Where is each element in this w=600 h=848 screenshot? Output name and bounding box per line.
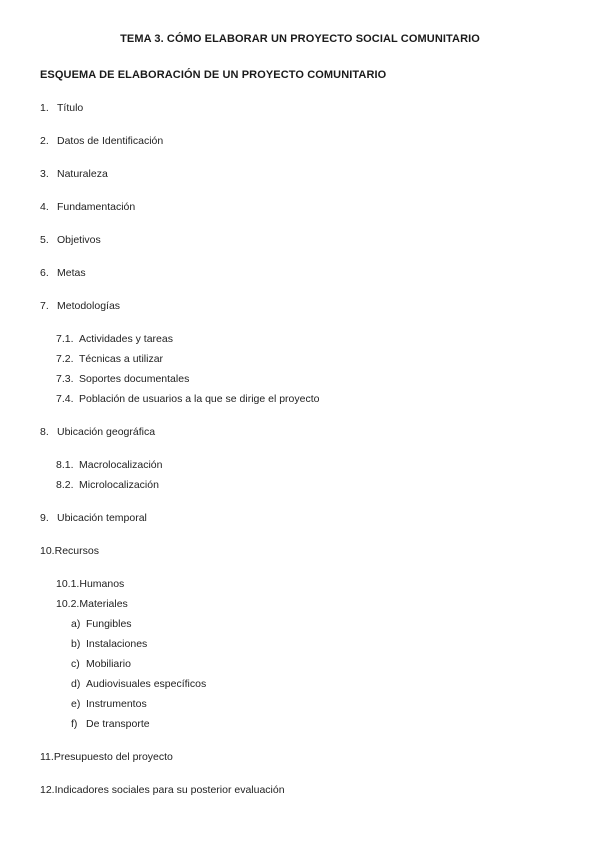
outline-item-label: Instrumentos: [86, 698, 147, 710]
outline-item: [40, 598, 560, 610]
outline-item: [40, 353, 560, 365]
outline-item: [40, 426, 560, 438]
outline-item-label: Indicadores sociales para su posterior evaluación: [54, 784, 285, 796]
outline-item-marker: a): [71, 618, 81, 630]
outline-item-label: Naturaleza: [57, 168, 108, 180]
outline-item-marker: 10.1.: [56, 578, 80, 590]
outline-item: [40, 658, 560, 670]
outline-item: [40, 234, 560, 246]
outline-item-marker: f): [71, 718, 78, 730]
outline-item-label: Ubicación temporal: [57, 512, 147, 524]
outline-item-label: Título: [57, 102, 84, 114]
outline-item-marker: 7.: [40, 300, 49, 312]
outline-item: [40, 393, 560, 405]
outline-item-marker: 3.: [40, 168, 49, 180]
outline-item-marker: 12.: [40, 784, 55, 796]
outline-item-label: Audiovisuales específicos: [86, 678, 207, 690]
outline-item-label: Objetivos: [57, 234, 101, 246]
outline-item-label: Mobiliario: [86, 658, 131, 670]
outline-item: [40, 135, 560, 147]
document-title: TEMA 3. CÓMO ELABORAR UN PROYECTO SOCIAL COMUNITARIO: [120, 33, 480, 45]
outline-item: [40, 618, 560, 630]
outline-item-label: Ubicación geográfica: [57, 426, 156, 438]
outline-item-marker: 4.: [40, 201, 49, 213]
outline-item-label: Macrolocalización: [79, 459, 163, 471]
outline-item-marker: 11.: [40, 751, 54, 763]
outline-item-marker: c): [71, 658, 80, 670]
outline-item-label: Presupuesto del proyecto: [53, 751, 173, 763]
outline-item-label: Técnicas a utilizar: [79, 353, 164, 365]
outline-item: [40, 333, 560, 345]
outline-item-label: Actividades y tareas: [79, 333, 173, 345]
outline-item: [40, 578, 560, 590]
outline-item-marker: 8.: [40, 426, 49, 438]
outline-item-label: Soportes documentales: [79, 373, 190, 385]
outline-item: [40, 678, 560, 690]
outline-item: [40, 751, 560, 763]
outline-item-marker: 5.: [40, 234, 49, 246]
outline-item-marker: 7.4.: [56, 393, 74, 405]
outline-item-label: Microlocalización: [79, 479, 159, 491]
outline-item-marker: 7.3.: [56, 373, 74, 385]
outline-item-marker: 2.: [40, 135, 49, 147]
outline-item-label: Metodologías: [57, 300, 121, 312]
outline-item: [40, 638, 560, 650]
outline-item-marker: 8.2.: [56, 479, 74, 491]
outline-item-label: Fungibles: [86, 618, 132, 630]
outline-item-marker: d): [71, 678, 81, 690]
outline-item-marker: e): [71, 698, 81, 710]
outline-item: [40, 718, 560, 730]
outline-item-label: Humanos: [79, 578, 125, 590]
outline-list: [40, 102, 560, 796]
outline-item: [40, 201, 560, 213]
outline-item-marker: b): [71, 638, 81, 650]
outline-item-label: De transporte: [86, 718, 150, 730]
outline-item: [40, 459, 560, 471]
outline-item-marker: 7.1.: [56, 333, 74, 345]
outline-item-marker: 10.2.: [56, 598, 80, 610]
outline-item: [40, 168, 560, 180]
outline-item-marker: 1.: [40, 102, 49, 114]
outline-item-marker: 9.: [40, 512, 49, 524]
document-subtitle: ESQUEMA DE ELABORACIÓN DE UN PROYECTO COMUNITARIO: [40, 69, 387, 81]
outline-item-marker: 8.1.: [56, 459, 74, 471]
outline-item-label: Metas: [57, 267, 86, 279]
outline-item-marker: 10.: [40, 545, 55, 557]
outline-item: [40, 479, 560, 491]
outline-item: [40, 545, 560, 557]
outline-item-label: Instalaciones: [86, 638, 148, 650]
outline-item: [40, 267, 560, 279]
outline-item: [40, 512, 560, 524]
outline-item-label: Población de usuarios a la que se dirige el proyecto: [79, 393, 320, 405]
outline-item-marker: 7.2.: [56, 353, 74, 365]
outline-item-marker: 6.: [40, 267, 49, 279]
outline-item: [40, 102, 560, 114]
outline-item-label: Datos de Identificación: [57, 135, 164, 147]
outline-item: [40, 300, 560, 312]
outline-item: [40, 373, 560, 385]
outline-item: [40, 784, 560, 796]
outline-item-label: Recursos: [54, 545, 99, 557]
outline-item-label: Materiales: [79, 598, 128, 610]
outline-item: [40, 698, 560, 710]
outline-item-label: Fundamentación: [57, 201, 136, 213]
